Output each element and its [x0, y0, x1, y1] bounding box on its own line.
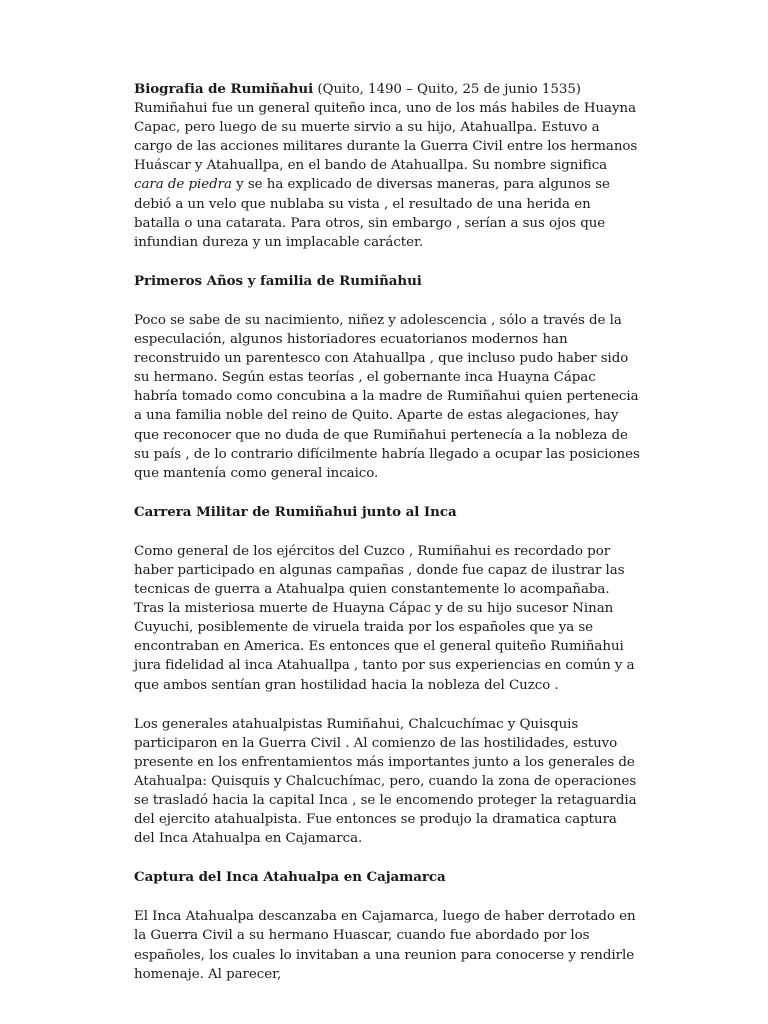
intro-text-part1: (Quito, 1490 – Quito, 25 de junio 1535) Rumiñahui fue un general quiteño inca, uno de los más habiles de Huayna Capac, pero luego de su muerte sirvio a su hijo, Atahuallpa. Estuvo a cargo de las acciones militares durante la Guerra Civil entre los hermanos Huáscar y Atahuallpa, en el bando de Atahuallpa. Su nombre significa: [134, 82, 638, 174]
paragraph-capture: El Inca Atahualpa descanzaba en Cajamarca, luego de haber derrotado en la Guerra Civil a su hermano Huascar, cuando fue abordado por los españoles, los cuales lo invitaban a una reunion para conocerse y rendirle homenaje. Al parecer,: [134, 909, 636, 982]
section-heading-military-career: Carrera Militar de Rumiñahui junto al Inca: [134, 503, 457, 520]
paragraph-early-years: Poco se sabe de su nacimiento, niñez y adolescencia , sólo a través de la especulación, algunos historiadores ecuatorianos modernos han reconstruido un parentesco con Atahuallpa , que incluso pudo haber sido su hermano. Según estas teorías , el gobernante inca Huayna Cápac habría tomado como concubina a la madre de Rumiñahui quien pertenecia a una familia noble del reino de Quito. Aparte de estas alegaciones, hay que reconocer que no duda de que Rumiñahui pertenecía a la nobleza de su país , de lo contrario difícilmente habría llegado a ocupar las posiciones que mantenía como general incaico.: [134, 312, 640, 481]
intro-text-part2: y se ha explicado de diversas maneras, para algunos se debió a un velo que nublaba su vista , el resultado de una herida en batalla o una catarata. Para otros, sin embargo , serían a sus ojos que infundian dureza y un implacable carácter.: [134, 177, 610, 250]
paragraph-military-career: Como general de los ejércitos del Cuzco , Rumiñahui es recordado por haber participado en algunas campañas , donde fue capaz de ilustrar las tecnicas de guerra a Atahualpa quien constantemente lo acompañaba. Tras la misteriosa muerte de Huayna Cápac y de su hijo sucesor Ninan Cuyuchi, posiblemente de viruela traida por los españoles que ya se encontraban en America. Es entonces que el general quiteño Rumiñahui jura fidelidad al inca Atahuallpa , tanto por sus experiencias en común y a que ambos sentían gran hostilidad hacia la nobleza del Cuzco .: [134, 543, 635, 693]
paragraph-civil-war: Los generales atahualpistas Rumiñahui, Chalcuchímac y Quisquis participaron en la Guerra Civil . Al comienzo de las hostilidades, estuvo presente en los enfrentamientos más importantes junto a los generales de Atahualpa: Quisquis y Chalcuchímac, pero, cuando la zona de operaciones se trasladó hacia la capital Inca , se le encomendo proteger la retaguardia del ejercito atahualpista. Fue entonces se produjo la dramatica captura del Inca Atahualpa en Cajamarca.: [134, 716, 637, 847]
intro-emphasis: cara de piedra: [134, 177, 232, 193]
section-heading-early-years: Primeros Años y familia de Rumiñahui: [134, 272, 422, 289]
document-title: Biografia de Rumiñahui: [134, 81, 314, 97]
intro-paragraph: [134, 80, 640, 252]
section-heading-capture: Captura del Inca Atahualpa en Cajamarca: [134, 869, 446, 886]
